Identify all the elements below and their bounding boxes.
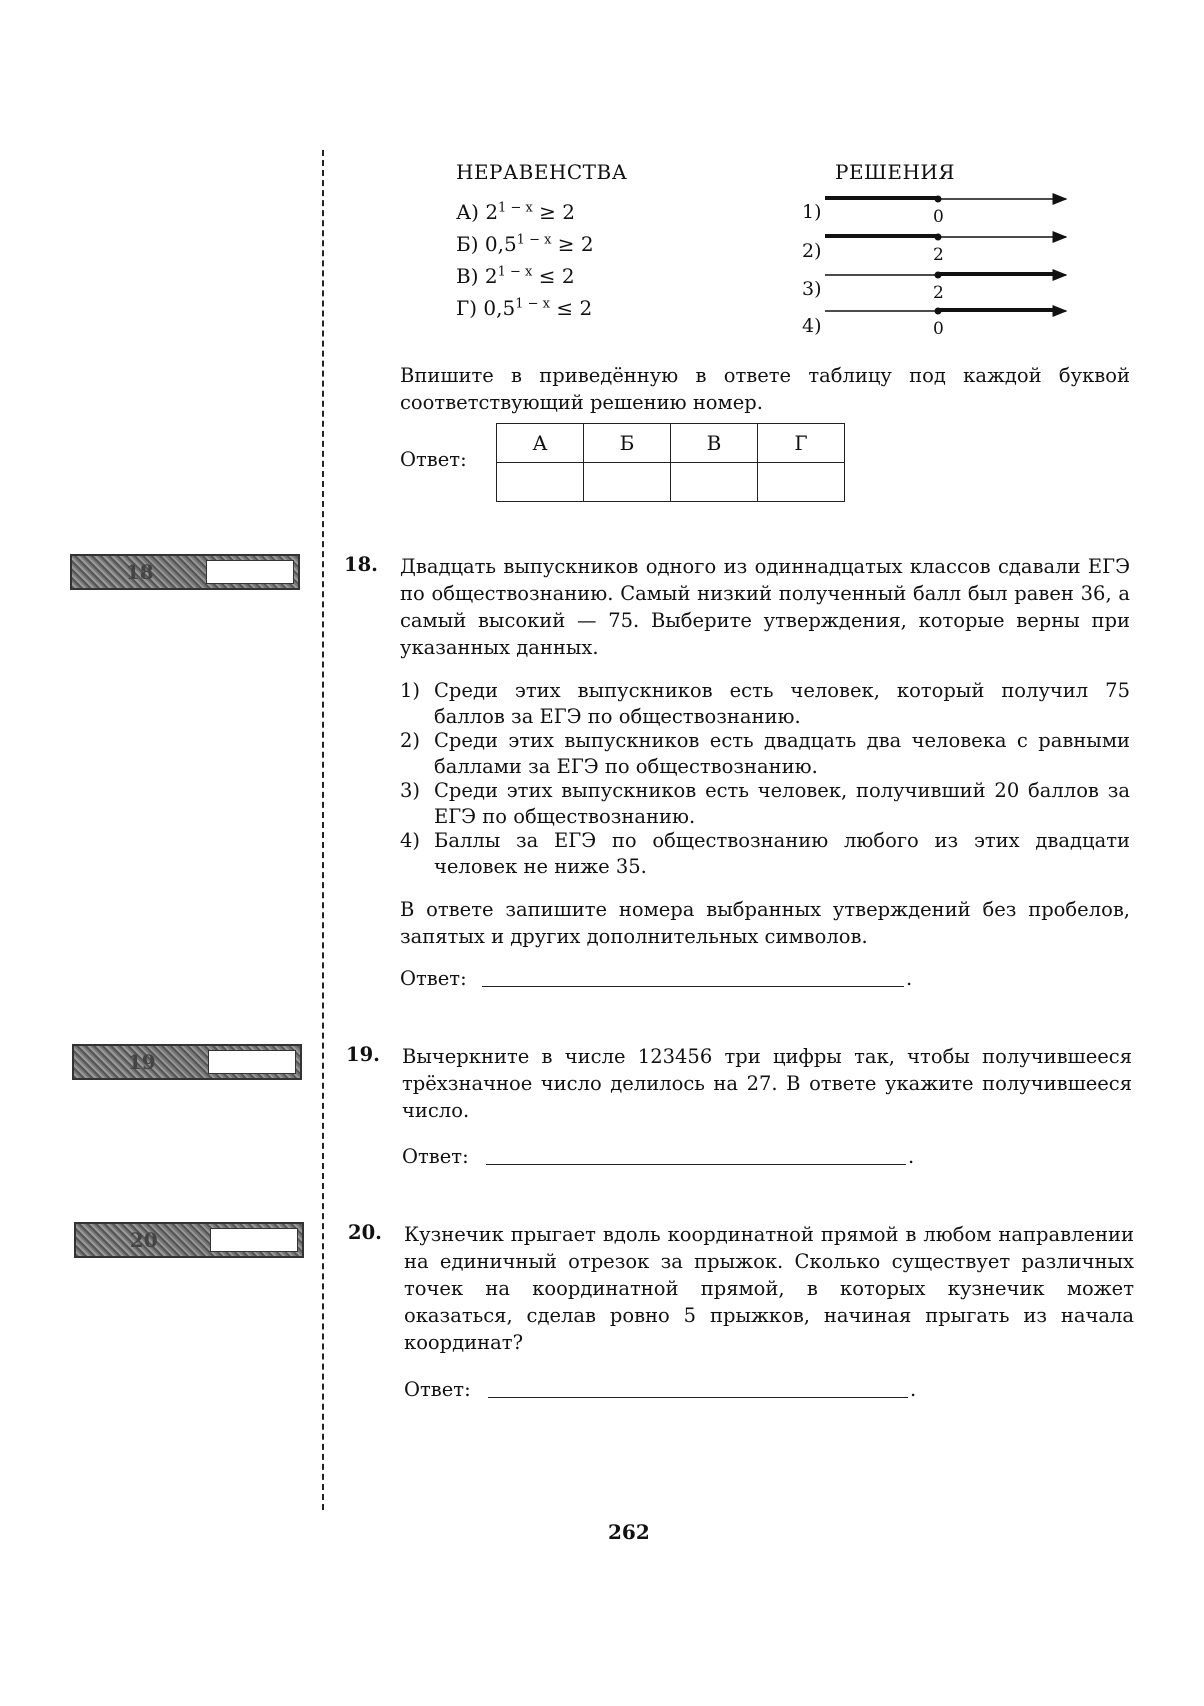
- task18-option-3: 3) Среди этих выпускников есть человек, получивший 20 баллов за ЕГЭ по обществознанию.: [400, 779, 1130, 828]
- inequality-v: В) $2^{1 - x} \le 2$: [456, 264, 575, 288]
- task17-answer-label: Ответ:: [400, 448, 467, 471]
- solutions-header: РЕШЕНИЯ: [835, 160, 956, 184]
- point-filled: [935, 196, 942, 203]
- task18-text: Двадцать выпускников одного из одиннадцатых классов сдавали ЕГЭ по обществознанию. Самый низкий полученный балл был равен 36, а самый высокий — 75. Выберите утверждения, которые верны при указанных данных.: [400, 555, 1130, 659]
- answer-table: [496, 423, 845, 502]
- solution-number-lines: [820, 185, 1080, 345]
- inequality-a: А) $2^{1 - x} \ge 2$: [456, 200, 576, 224]
- task19-answer-label: Ответ:: [402, 1145, 469, 1168]
- solution-3-tick: 2: [933, 283, 944, 303]
- table-header-b: Б: [584, 424, 671, 463]
- score-box[interactable]: [210, 1228, 298, 1252]
- solution-4-label: 4): [802, 315, 822, 337]
- answer-cell-v[interactable]: [671, 463, 758, 502]
- answer-cell-g[interactable]: [758, 463, 845, 502]
- point-filled: [935, 234, 942, 241]
- number-line-2: [825, 234, 1066, 241]
- inequality-b: Б) $0,5^{1 - x} \ge 2$: [456, 232, 594, 256]
- answer-dot: .: [910, 1378, 917, 1401]
- number-line-4: [825, 308, 1066, 315]
- solution-1-tick: 0: [933, 207, 944, 227]
- table-header-v: В: [671, 424, 758, 463]
- point-filled: [935, 272, 942, 279]
- task20-number: 20.: [348, 1221, 382, 1244]
- task20-badge: 20: [74, 1222, 304, 1258]
- task20-answer-label: Ответ:: [404, 1378, 471, 1401]
- solution-2-tick: 2: [933, 245, 944, 265]
- point-filled: [935, 308, 942, 315]
- task18-option-2: 2) Среди этих выпускников есть двадцать два человека с равными баллами за ЕГЭ по обществознанию.: [400, 729, 1130, 778]
- task18-option-4: 4) Баллы за ЕГЭ по обществознанию любого из этих двадцати человек не ниже 35.: [400, 829, 1130, 878]
- task19-number: 19.: [346, 1043, 380, 1066]
- task18-number: 18.: [344, 553, 378, 576]
- number-line-3: [825, 272, 1066, 279]
- task19-badge: 19: [72, 1044, 302, 1080]
- solution-4-tick: 0: [933, 319, 944, 339]
- solution-2-label: 2): [802, 240, 822, 262]
- inequalities-header: НЕРАВЕНСТВА: [456, 160, 628, 184]
- table-header-g: Г: [758, 424, 845, 463]
- score-box[interactable]: [208, 1050, 296, 1074]
- score-box[interactable]: [206, 560, 294, 584]
- task18-answer-label: Ответ:: [400, 967, 467, 990]
- task20-text: Кузнечик прыгает вдоль координатной прямой в любом направлении на единичный отрезок за прыжок. Сколько существует различных точек на координатной прямой, в которых кузнечик может оказаться, сделав ровно 5 прыжков, начиная прыгать из начала координат?: [404, 1223, 1134, 1354]
- task18-instruction: В ответе запишите номера выбранных утверждений без пробелов, запятых и других дополнительных символов.: [400, 898, 1130, 948]
- answer-cell-a[interactable]: [497, 463, 584, 502]
- task18-answer-field[interactable]: [482, 986, 904, 987]
- task18-badge: 18: [70, 554, 300, 590]
- answer-cell-b[interactable]: [584, 463, 671, 502]
- answer-dot: .: [906, 967, 913, 990]
- page-number: 262: [608, 1520, 650, 1544]
- task19-answer-field[interactable]: [486, 1164, 906, 1165]
- task18-option-1: 1) Среди этих выпускников есть человек, который получил 75 баллов за ЕГЭ по обществознанию.: [400, 679, 1130, 728]
- answer-dot: .: [908, 1145, 915, 1168]
- solution-1-label: 1): [802, 201, 822, 223]
- task17-instruction: Впишите в приведённую в ответе таблицу под каждой буквой соответствующий решению номер.: [400, 364, 1130, 414]
- cut-line: [322, 150, 324, 1510]
- inequality-g: Г) $0,5^{1 - x} \le 2$: [456, 296, 593, 320]
- task20-answer-field[interactable]: [488, 1397, 908, 1398]
- task19-text: Вычеркните в числе 123456 три цифры так, чтобы получившееся трёхзначное число делилось на 27. В ответе укажите получившееся число.: [402, 1045, 1132, 1122]
- solution-3-label: 3): [802, 278, 822, 300]
- table-header-a: А: [497, 424, 584, 463]
- number-line-1: [825, 196, 1066, 203]
